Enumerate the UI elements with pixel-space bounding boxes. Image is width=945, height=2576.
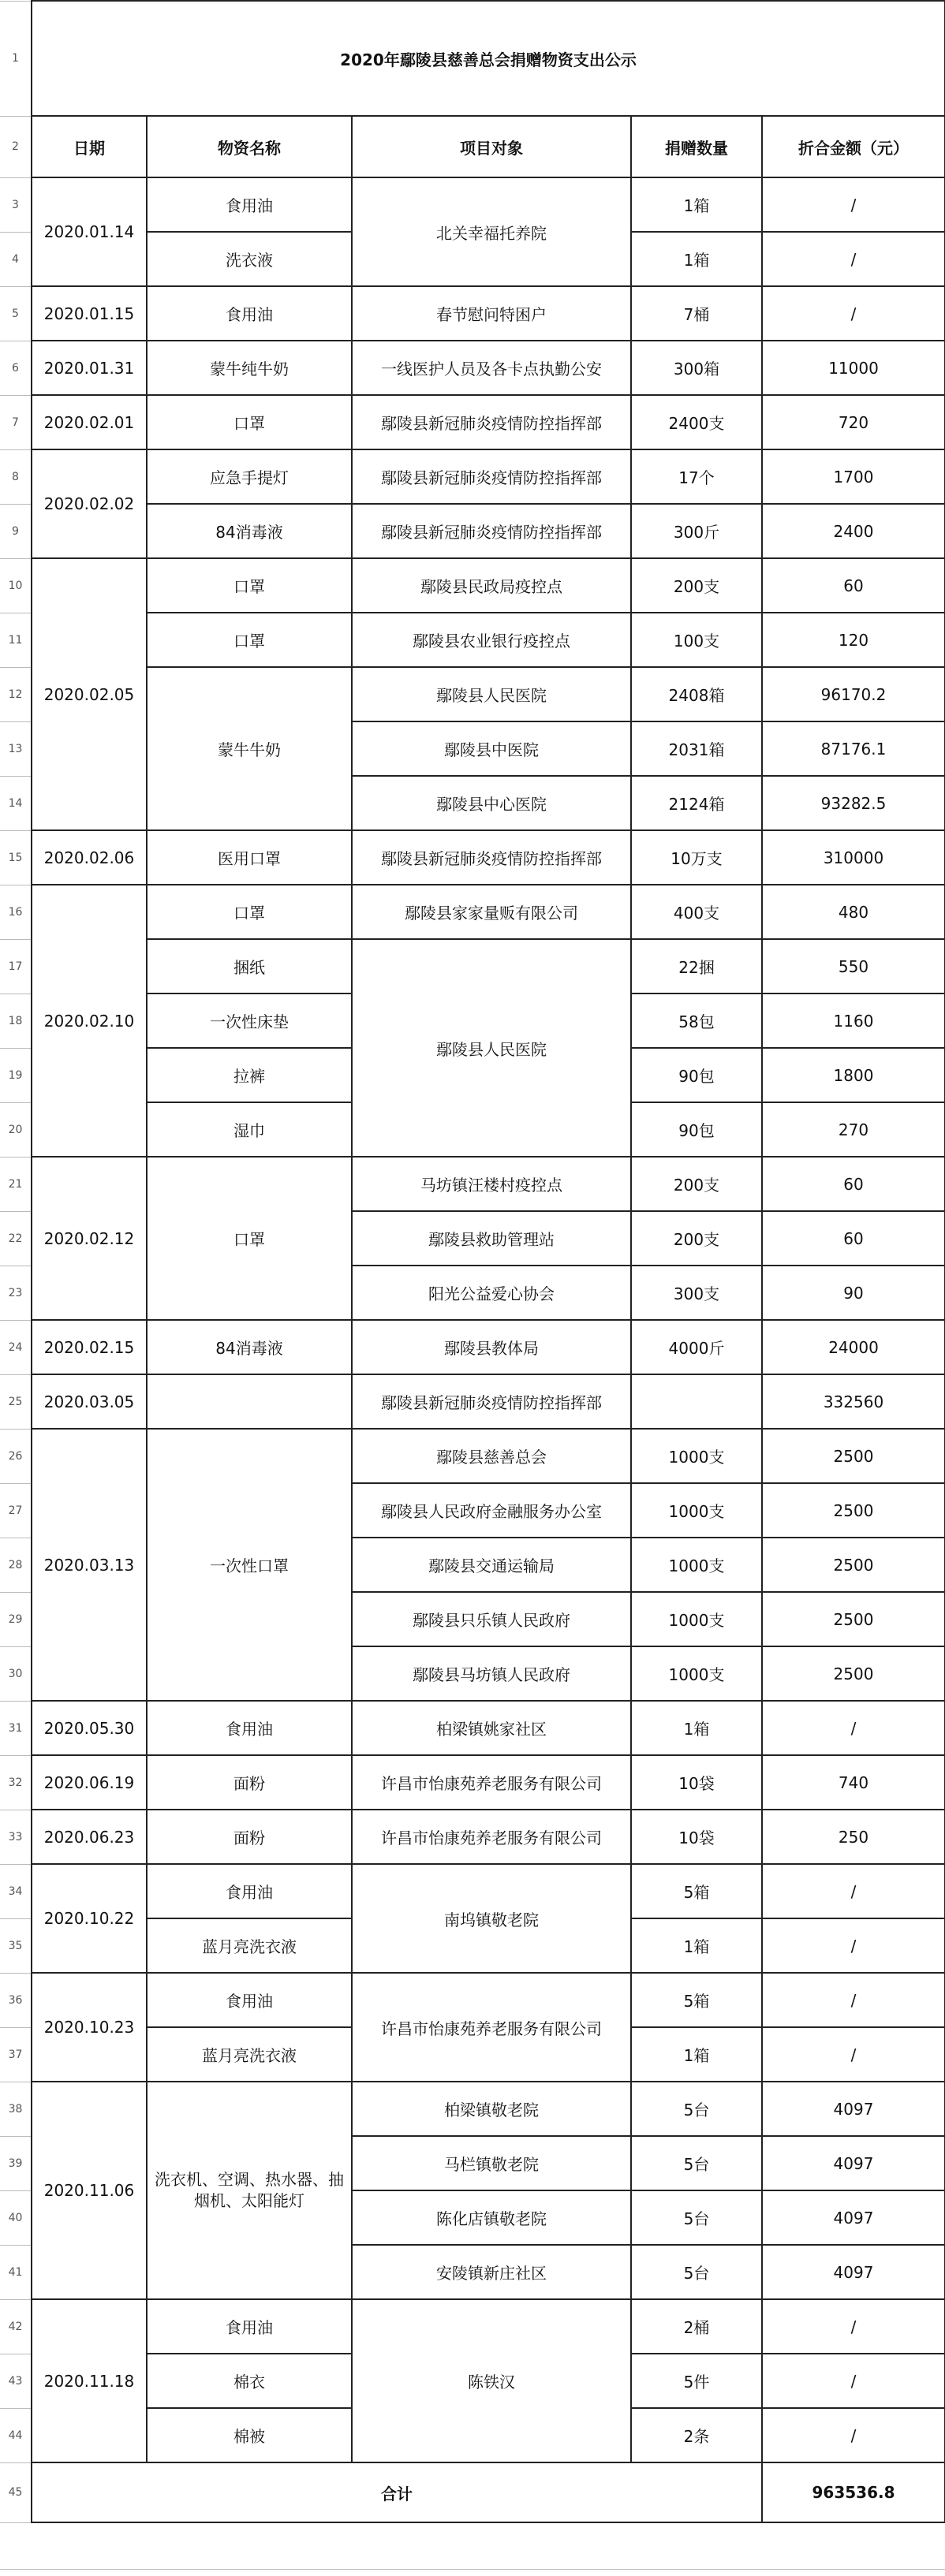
item-cell: 洗衣液 [147, 232, 352, 286]
table-row [0, 558, 945, 613]
target-cell: 鄢陵县教体局 [352, 1320, 631, 1374]
row-number: 17 [0, 939, 32, 993]
quantity-cell: 90包 [631, 1102, 762, 1157]
quantity-cell: 400支 [631, 885, 762, 939]
quantity-cell: 4000斤 [631, 1320, 762, 1374]
row-number: 9 [0, 504, 32, 558]
amount-cell: 2500 [762, 1429, 945, 1483]
table-row [0, 177, 945, 232]
page-title: 2020年鄢陵县慈善总会捐赠物资支出公示 [32, 1, 945, 116]
target-cell: 鄢陵县救助管理站 [352, 1211, 631, 1266]
amount-cell: 60 [762, 1211, 945, 1266]
row-number: 12 [0, 667, 32, 721]
target-cell: 鄢陵县中医院 [352, 721, 631, 776]
target-cell: 陈铁汉 [352, 2299, 631, 2462]
amount-cell: 4097 [762, 2190, 945, 2245]
table-row [0, 1973, 945, 2027]
row-number: 2 [0, 116, 32, 177]
item-cell: 食用油 [147, 1973, 352, 2027]
row-number: 30 [0, 1646, 32, 1701]
target-cell: 鄢陵县民政局疫控点 [352, 558, 631, 613]
date-cell: 2020.03.05 [32, 1374, 147, 1429]
item-cell: 蓝月亮洗衣液 [147, 1918, 352, 1973]
quantity-cell: 200支 [631, 1211, 762, 1266]
table-row [0, 341, 945, 395]
quantity-cell: 5件 [631, 2354, 762, 2408]
date-cell: 2020.10.23 [32, 1973, 147, 2082]
amount-cell: 270 [762, 1102, 945, 1157]
row-number: 18 [0, 993, 32, 1048]
quantity-cell: 2桶 [631, 2299, 762, 2354]
quantity-cell: 5箱 [631, 1864, 762, 1918]
date-cell: 2020.02.06 [32, 830, 147, 885]
quantity-cell: 5箱 [631, 1973, 762, 2027]
target-cell: 鄢陵县人民医院 [352, 939, 631, 1157]
quantity-cell [631, 1374, 762, 1429]
item-cell: 84消毒液 [147, 504, 352, 558]
date-cell: 2020.02.01 [32, 395, 147, 449]
date-cell: 2020.02.02 [32, 449, 147, 558]
quantity-cell: 90包 [631, 1048, 762, 1102]
amount-cell: / [762, 1918, 945, 1973]
table-row [0, 449, 945, 504]
item-cell: 医用口罩 [147, 830, 352, 885]
quantity-cell: 5台 [631, 2082, 762, 2136]
quantity-cell: 1箱 [631, 1701, 762, 1755]
table-row [0, 830, 945, 885]
row-number: 29 [0, 1592, 32, 1646]
amount-cell: 720 [762, 395, 945, 449]
quantity-cell: 17个 [631, 449, 762, 504]
quantity-cell: 10袋 [631, 1755, 762, 1810]
item-cell: 84消毒液 [147, 1320, 352, 1374]
quantity-cell: 300支 [631, 1266, 762, 1320]
date-cell: 2020.02.10 [32, 885, 147, 1157]
target-cell: 北关幸福托养院 [352, 177, 631, 286]
table-row [0, 2299, 945, 2354]
target-cell: 鄢陵县新冠肺炎疫情防控指挥部 [352, 830, 631, 885]
row-number: 31 [0, 1701, 32, 1755]
quantity-cell: 5台 [631, 2245, 762, 2299]
amount-cell: 550 [762, 939, 945, 993]
amount-cell: / [762, 177, 945, 232]
row-number: 6 [0, 341, 32, 395]
quantity-cell: 1000支 [631, 1483, 762, 1538]
date-cell: 2020.06.23 [32, 1810, 147, 1864]
row-number: 24 [0, 1320, 32, 1374]
amount-cell: 480 [762, 885, 945, 939]
quantity-cell: 1000支 [631, 1646, 762, 1701]
table-row [0, 1374, 945, 1429]
row-number: 28 [0, 1538, 32, 1592]
header-quantity: 捐赠数量 [631, 116, 762, 177]
item-cell: 口罩 [147, 613, 352, 667]
row-number: 33 [0, 1810, 32, 1864]
quantity-cell: 1箱 [631, 1918, 762, 1973]
row-number: 43 [0, 2354, 32, 2408]
row-number: 26 [0, 1429, 32, 1483]
quantity-cell: 1000支 [631, 1538, 762, 1592]
item-cell: 洗衣机、空调、热水器、抽烟机、太阳能灯 [147, 2082, 352, 2299]
item-cell: 湿巾 [147, 1102, 352, 1157]
item-cell: 食用油 [147, 2299, 352, 2354]
quantity-cell: 2031箱 [631, 721, 762, 776]
row-number: 38 [0, 2082, 32, 2136]
row-number: 34 [0, 1864, 32, 1918]
quantity-cell: 58包 [631, 993, 762, 1048]
header-amount: 折合金额（元） [762, 116, 945, 177]
row-number: 45 [0, 2462, 32, 2522]
target-cell: 许昌市怡康苑养老服务有限公司 [352, 1810, 631, 1864]
quantity-cell: 2408箱 [631, 667, 762, 721]
table-row [0, 395, 945, 449]
target-cell: 鄢陵县只乐镇人民政府 [352, 1592, 631, 1646]
target-cell: 鄢陵县新冠肺炎疫情防控指挥部 [352, 395, 631, 449]
amount-cell: / [762, 2354, 945, 2408]
table-row [0, 1810, 945, 1864]
row-number: 22 [0, 1211, 32, 1266]
quantity-cell: 1箱 [631, 232, 762, 286]
date-cell: 2020.01.31 [32, 341, 147, 395]
table-row [0, 1864, 945, 1918]
row-number: 3 [0, 177, 32, 232]
amount-cell: / [762, 2408, 945, 2462]
quantity-cell: 1000支 [631, 1429, 762, 1483]
amount-cell: 4097 [762, 2245, 945, 2299]
row-number: 21 [0, 1157, 32, 1211]
target-cell: 一线医护人员及各卡点执勤公安 [352, 341, 631, 395]
table-row [0, 1157, 945, 1211]
amount-cell: 2400 [762, 504, 945, 558]
target-cell: 柏梁镇敬老院 [352, 2082, 631, 2136]
date-cell: 2020.01.14 [32, 177, 147, 286]
item-cell: 面粉 [147, 1810, 352, 1864]
amount-cell: 2500 [762, 1538, 945, 1592]
amount-cell: / [762, 2027, 945, 2082]
row-number: 10 [0, 558, 32, 613]
quantity-cell: 2124箱 [631, 776, 762, 830]
quantity-cell: 7桶 [631, 286, 762, 341]
title-row [0, 1, 945, 116]
target-cell: 阳光公益爱心协会 [352, 1266, 631, 1320]
item-cell [147, 1374, 352, 1429]
row-number: 13 [0, 721, 32, 776]
amount-cell: 2500 [762, 1592, 945, 1646]
target-cell: 陈化店镇敬老院 [352, 2190, 631, 2245]
amount-cell: 250 [762, 1810, 945, 1864]
header-target: 项目对象 [352, 116, 631, 177]
target-cell: 柏梁镇姚家社区 [352, 1701, 631, 1755]
quantity-cell: 5台 [631, 2136, 762, 2190]
header-item: 物资名称 [147, 116, 352, 177]
table-row [0, 2082, 945, 2136]
row-number: 39 [0, 2136, 32, 2190]
quantity-cell: 300箱 [631, 341, 762, 395]
target-cell: 安陵镇新庄社区 [352, 2245, 631, 2299]
quantity-cell: 1箱 [631, 2027, 762, 2082]
amount-cell: 93282.5 [762, 776, 945, 830]
target-cell: 马坊镇汪楼村疫控点 [352, 1157, 631, 1211]
quantity-cell: 5台 [631, 2190, 762, 2245]
amount-cell: 4097 [762, 2082, 945, 2136]
item-cell: 拉裤 [147, 1048, 352, 1102]
amount-cell: 740 [762, 1755, 945, 1810]
date-cell: 2020.05.30 [32, 1701, 147, 1755]
quantity-cell: 22捆 [631, 939, 762, 993]
item-cell: 食用油 [147, 177, 352, 232]
amount-cell: / [762, 232, 945, 286]
target-cell: 鄢陵县交通运输局 [352, 1538, 631, 1592]
item-cell: 口罩 [147, 395, 352, 449]
item-cell: 一次性口罩 [147, 1429, 352, 1701]
amount-cell: 60 [762, 1157, 945, 1211]
item-cell: 口罩 [147, 558, 352, 613]
quantity-cell: 2400支 [631, 395, 762, 449]
amount-cell: 90 [762, 1266, 945, 1320]
row-number: 36 [0, 1973, 32, 2027]
target-cell: 鄢陵县农业银行疫控点 [352, 613, 631, 667]
item-cell: 面粉 [147, 1755, 352, 1810]
target-cell: 南坞镇敬老院 [352, 1864, 631, 1973]
row-number: 8 [0, 449, 32, 504]
row-number: 27 [0, 1483, 32, 1538]
row-number: 15 [0, 830, 32, 885]
row-number: 32 [0, 1755, 32, 1810]
table-row [0, 1429, 945, 1483]
row-number: 41 [0, 2245, 32, 2299]
amount-cell: 4097 [762, 2136, 945, 2190]
target-cell: 许昌市怡康苑养老服务有限公司 [352, 1973, 631, 2082]
item-cell: 一次性床垫 [147, 993, 352, 1048]
amount-cell: 1160 [762, 993, 945, 1048]
table-row [0, 286, 945, 341]
table-row [0, 885, 945, 939]
date-cell: 2020.01.15 [32, 286, 147, 341]
item-cell: 食用油 [147, 1701, 352, 1755]
amount-cell: 60 [762, 558, 945, 613]
row-number: 7 [0, 395, 32, 449]
row-number: 40 [0, 2190, 32, 2245]
quantity-cell: 200支 [631, 558, 762, 613]
item-cell: 蒙牛纯牛奶 [147, 341, 352, 395]
table-row [0, 1320, 945, 1374]
quantity-cell: 100支 [631, 613, 762, 667]
row-number: 16 [0, 885, 32, 939]
date-cell: 2020.02.12 [32, 1157, 147, 1320]
item-cell: 蓝月亮洗衣液 [147, 2027, 352, 2082]
row-number: 4 [0, 232, 32, 286]
row-number: 25 [0, 1374, 32, 1429]
amount-cell: 332560 [762, 1374, 945, 1429]
row-number: 44 [0, 2408, 32, 2462]
row-number: 19 [0, 1048, 32, 1102]
amount-cell: / [762, 1973, 945, 2027]
row-number: 14 [0, 776, 32, 830]
header-row [0, 116, 945, 177]
amount-cell: 96170.2 [762, 667, 945, 721]
quantity-cell: 10万支 [631, 830, 762, 885]
item-cell: 应急手提灯 [147, 449, 352, 504]
row-number: 5 [0, 286, 32, 341]
total-amount: 963536.8 [762, 2462, 945, 2522]
item-cell: 棉衣 [147, 2354, 352, 2408]
date-cell: 2020.11.18 [32, 2299, 147, 2462]
target-cell: 鄢陵县中心医院 [352, 776, 631, 830]
amount-cell: 87176.1 [762, 721, 945, 776]
target-cell: 春节慰问特困户 [352, 286, 631, 341]
target-cell: 鄢陵县家家量贩有限公司 [352, 885, 631, 939]
table-row [0, 1755, 945, 1810]
target-cell: 鄢陵县人民政府金融服务办公室 [352, 1483, 631, 1538]
amount-cell: / [762, 2299, 945, 2354]
amount-cell: / [762, 286, 945, 341]
row-number: 42 [0, 2299, 32, 2354]
amount-cell: / [762, 1701, 945, 1755]
quantity-cell: 200支 [631, 1157, 762, 1211]
amount-cell: 2500 [762, 1646, 945, 1701]
header-date: 日期 [32, 116, 147, 177]
row-number: 11 [0, 613, 32, 667]
amount-cell: 310000 [762, 830, 945, 885]
row-number: 23 [0, 1266, 32, 1320]
date-cell: 2020.11.06 [32, 2082, 147, 2299]
table-row [0, 1701, 945, 1755]
item-cell: 蒙牛牛奶 [147, 667, 352, 830]
target-cell: 鄢陵县马坊镇人民政府 [352, 1646, 631, 1701]
target-cell: 许昌市怡康苑养老服务有限公司 [352, 1755, 631, 1810]
target-cell: 鄢陵县慈善总会 [352, 1429, 631, 1483]
target-cell: 鄢陵县新冠肺炎疫情防控指挥部 [352, 449, 631, 504]
amount-cell: 11000 [762, 341, 945, 395]
amount-cell: 1700 [762, 449, 945, 504]
row-number: 35 [0, 1918, 32, 1973]
date-cell: 2020.06.19 [32, 1755, 147, 1810]
target-cell: 马栏镇敬老院 [352, 2136, 631, 2190]
item-cell: 食用油 [147, 1864, 352, 1918]
total-label: 合计 [32, 2462, 762, 2522]
quantity-cell: 10袋 [631, 1810, 762, 1864]
item-cell: 食用油 [147, 286, 352, 341]
amount-cell: / [762, 1864, 945, 1918]
amount-cell: 24000 [762, 1320, 945, 1374]
amount-cell: 2500 [762, 1483, 945, 1538]
target-cell: 鄢陵县新冠肺炎疫情防控指挥部 [352, 1374, 631, 1429]
row-number: 1 [0, 1, 32, 116]
item-cell: 口罩 [147, 885, 352, 939]
item-cell: 捆纸 [147, 939, 352, 993]
quantity-cell: 1箱 [631, 177, 762, 232]
quantity-cell: 2条 [631, 2408, 762, 2462]
amount-cell: 1800 [762, 1048, 945, 1102]
date-cell: 2020.02.15 [32, 1320, 147, 1374]
row-number: 20 [0, 1102, 32, 1157]
date-cell: 2020.02.05 [32, 558, 147, 830]
quantity-cell: 1000支 [631, 1592, 762, 1646]
quantity-cell: 300斤 [631, 504, 762, 558]
amount-cell: 120 [762, 613, 945, 667]
row-number: 37 [0, 2027, 32, 2082]
total-row [0, 2462, 945, 2522]
item-cell: 口罩 [147, 1157, 352, 1320]
date-cell: 2020.10.22 [32, 1864, 147, 1973]
item-cell: 棉被 [147, 2408, 352, 2462]
target-cell: 鄢陵县人民医院 [352, 667, 631, 721]
date-cell: 2020.03.13 [32, 1429, 147, 1701]
target-cell: 鄢陵县新冠肺炎疫情防控指挥部 [352, 504, 631, 558]
